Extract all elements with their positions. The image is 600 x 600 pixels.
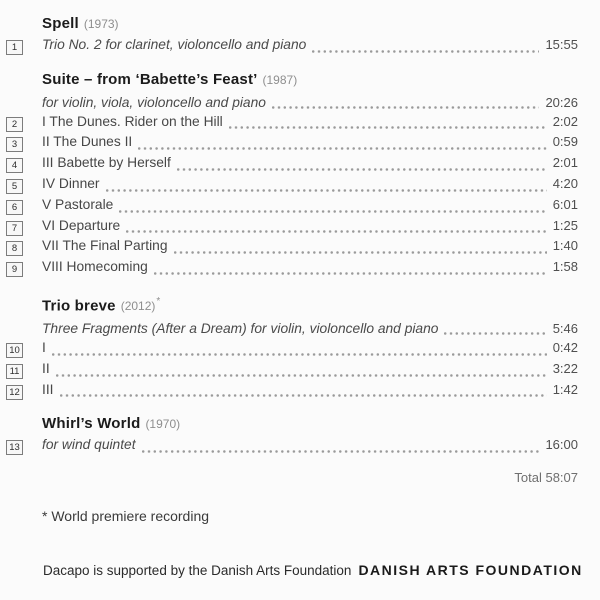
- track-title: VI Departure: [42, 217, 121, 233]
- track-title: for wind quintet: [42, 437, 136, 453]
- track-title: VII The Final Parting: [42, 238, 168, 254]
- track-row: [5, 339, 578, 360]
- track-number-box: 10: [6, 343, 23, 358]
- track-rows: [5, 436, 578, 457]
- track-number-box: 8: [6, 241, 23, 256]
- work-header: [42, 69, 578, 91]
- dot-leader: [126, 230, 546, 233]
- total-duration: Total 58:07: [514, 470, 578, 486]
- track-number-box: 9: [6, 262, 23, 277]
- dot-leader: [312, 50, 539, 53]
- track-row: [5, 318, 578, 339]
- dot-leader: [142, 450, 540, 453]
- work-year: (2012): [120, 299, 156, 314]
- track-title: III Babette by Herself: [42, 155, 171, 171]
- dot-leader: [154, 272, 547, 275]
- footer-support-text: Dacapo is supported by the Danish Arts Foundation: [43, 563, 352, 579]
- work-title: Spell: [42, 15, 79, 32]
- track-number-gutter: [5, 113, 42, 131]
- track-duration: 3:22: [552, 360, 578, 376]
- track-duration: 1:58: [552, 259, 578, 275]
- track-number-gutter: [5, 175, 42, 193]
- track-number-box: 2: [6, 117, 23, 132]
- premiere-asterisk: *: [156, 295, 161, 307]
- track-row: [5, 113, 578, 134]
- footer: [43, 562, 583, 579]
- track-number-gutter: [5, 217, 42, 235]
- track-number-box: 1: [6, 40, 23, 55]
- track-title: Trio No. 2 for clarinet, violoncello and piano: [42, 37, 307, 52]
- track-duration: 20:26: [545, 94, 578, 110]
- dot-leader: [444, 332, 546, 335]
- track-row: [5, 133, 578, 154]
- work-title: Suite – from ‘Babette’s Feast’: [42, 70, 258, 88]
- track-number-box: 3: [6, 137, 23, 152]
- track-number-box: 5: [6, 179, 23, 194]
- track-rows: [5, 318, 578, 401]
- track-number-gutter: [5, 258, 42, 276]
- dot-leader: [52, 353, 547, 356]
- tracklist-sections: [5, 13, 578, 457]
- track-title: II The Dunes II: [42, 134, 133, 150]
- track-number-box: 11: [6, 364, 23, 379]
- track-row: [5, 436, 578, 457]
- track-row: [5, 196, 578, 217]
- track-rows: [5, 92, 578, 279]
- track-duration: 1:40: [552, 238, 578, 254]
- track-number-gutter: [5, 92, 42, 112]
- track-row: [5, 237, 578, 258]
- track-rows: [5, 36, 578, 57]
- work-year: (1987): [262, 72, 298, 87]
- dot-leader: [229, 126, 547, 129]
- track-number-box: 12: [6, 385, 23, 400]
- track-duration: 2:01: [552, 155, 578, 171]
- track-title: I: [42, 340, 46, 356]
- track-number-box: 7: [6, 221, 23, 236]
- track-number-gutter: [5, 381, 42, 399]
- track-duration: 6:01: [552, 196, 578, 212]
- track-number-gutter: [5, 237, 42, 255]
- track-title: I The Dunes. Rider on the Hill: [42, 113, 223, 129]
- dot-leader: [119, 210, 546, 213]
- dot-leader: [174, 251, 547, 254]
- track-duration: 4:20: [552, 175, 578, 191]
- track-number-gutter: [5, 318, 42, 338]
- work-year: (1970): [145, 417, 181, 432]
- track-duration: 0:59: [552, 134, 578, 150]
- track-number-box: 6: [6, 200, 23, 215]
- work-year: (1973): [83, 17, 119, 31]
- track-number-box: 4: [6, 158, 23, 173]
- work-section: [5, 413, 578, 457]
- dot-leader: [56, 374, 547, 377]
- track-row: [5, 92, 578, 113]
- work-header: [42, 13, 578, 35]
- track-duration: 2:02: [552, 113, 578, 129]
- track-duration: 1:25: [552, 217, 578, 233]
- work-section: [5, 69, 578, 279]
- track-number-gutter: [5, 36, 42, 54]
- dot-leader: [106, 189, 547, 192]
- track-number-gutter: [5, 360, 42, 378]
- track-title: Three Fragments (After a Dream) for violin, violoncello and piano: [42, 321, 439, 337]
- track-title: V Pastorale: [42, 196, 114, 212]
- dot-leader: [177, 168, 547, 171]
- track-title: VIII Homecoming: [42, 259, 148, 275]
- dot-leader: [272, 106, 540, 109]
- work-header: [42, 413, 578, 435]
- track-row: [5, 381, 578, 402]
- track-row: [5, 154, 578, 175]
- dot-leader: [60, 394, 547, 397]
- track-duration: 16:00: [545, 437, 578, 453]
- track-row: [5, 175, 578, 196]
- work-section: [5, 13, 578, 57]
- track-row: [5, 360, 578, 381]
- track-number-gutter: [5, 133, 42, 151]
- dot-leader: [138, 147, 546, 150]
- track-title: III: [42, 381, 54, 397]
- danish-arts-foundation-logo: DANISH ARTS FOUNDATION: [358, 562, 583, 579]
- track-title: IV Dinner: [42, 175, 100, 191]
- track-number-gutter: [5, 436, 42, 454]
- premiere-footnote: * World premiere recording: [42, 508, 210, 525]
- track-duration: 5:46: [552, 321, 578, 337]
- track-number-gutter: [5, 196, 42, 214]
- track-number-gutter: [5, 154, 42, 172]
- track-duration: 1:42: [552, 381, 578, 397]
- track-number-gutter: [5, 339, 42, 357]
- track-duration: 0:42: [552, 340, 578, 356]
- work-header: [42, 291, 578, 317]
- track-title: II: [42, 360, 50, 376]
- track-title: for violin, viola, violoncello and piano: [42, 94, 266, 110]
- track-row: [5, 36, 578, 57]
- work-title: Whirl’s World: [42, 415, 141, 433]
- track-row: [5, 217, 578, 238]
- work-title: Trio breve: [42, 297, 116, 315]
- work-section: [5, 291, 578, 402]
- track-duration: 15:55: [545, 37, 578, 52]
- track-row: [5, 258, 578, 279]
- track-number-box: 13: [6, 440, 23, 455]
